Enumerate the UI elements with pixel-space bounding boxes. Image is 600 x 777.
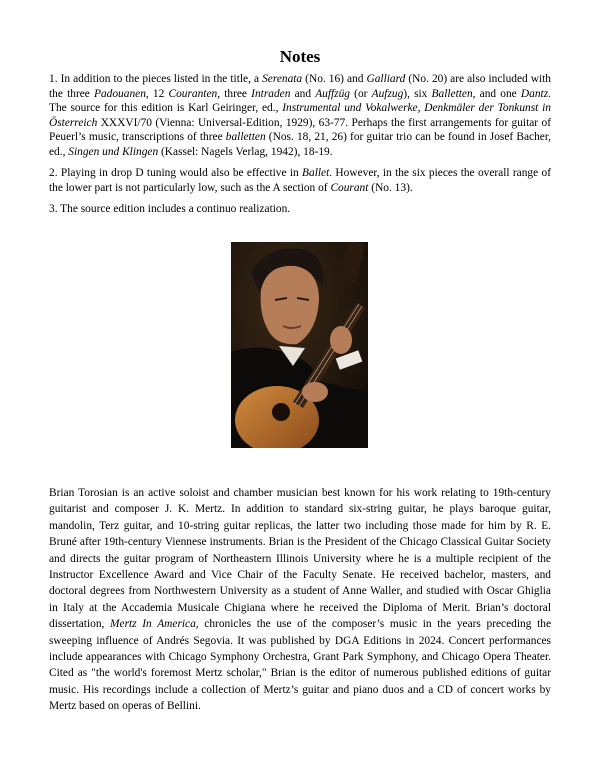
text-run: (or <box>350 87 372 100</box>
page-title: Notes <box>279 47 321 66</box>
italic-text-run: Aufzug <box>371 87 404 100</box>
text-run: (Nos. 18, 21, 26) for guitar trio can be found in Josef Bacher, ed., <box>49 131 552 158</box>
text-run: ), six <box>403 87 432 100</box>
italic-text-run: Singen und Klingen <box>68 145 159 158</box>
text-run: 3. The source edition includes a continuo realization. <box>49 203 291 215</box>
text-run: and one <box>475 87 521 100</box>
text-run: 1. In addition to the pieces listed in the title, a <box>49 73 263 85</box>
text-run: Brian Torosian is an active soloist and chamber musician best known for his work relating to 19th-century guitarist and composer J. K. Mertz. In addition to standard six-string guitar, he plays baroque guitar, mandolin, Terz guitar, and 10-string guitar replicas, the latter two including those made for him by R. E. Bruné after 19th-century Viennese instruments. Brian is the President of the Chicago Classical Guitar Society and directs the guitar program of Northeastern Illinois University where he is a multiple recipient of the Instructor Excellence Award and Vice Chair of the Faculty Senate. He received bachelor, masters, and doctoral degrees from Northwestern University as a student of Anne Waller, and studied with Oscar Ghiglia in Italy at the Accademia Musicale Chigiana where he received the Diploma of Merit. Brian’s doctoral dissertation, <box>49 487 551 631</box>
text-run: (Kassel: Nagels Verlag, 1942), 18-19. <box>158 145 333 158</box>
text-run: (No. 13). <box>368 181 413 194</box>
text-run: 2. Playing in drop D tuning would also be effective in <box>49 167 303 179</box>
italic-text-run: Mertz In America <box>110 618 196 631</box>
italic-text-run: Dantz <box>520 87 549 100</box>
note-2 <box>49 166 551 195</box>
italic-text-run: Intraden <box>251 87 291 100</box>
text-run: , 12 <box>145 87 169 100</box>
text-run: and <box>290 87 316 100</box>
text-run: , chronicles the use of the composer’s music in the years preceding the sweeping influence of Andrés Segovia. It was published by DGA Editions in 2024. Concert performances include appearances with Chicago Symphony Orchestra, Grant Park Symphony, and Chicago Opera Theater. Cited as "the world's foremost Mertz scholar," Brian is the editor of numerous published editions of guitar music. His recordings include a collection of Mertz’s guitar and piano duos and a CD of concert works by Mertz based on operas of Bellini. <box>49 618 551 713</box>
italic-text-run: Couranten, <box>168 87 221 100</box>
italic-text-run: Auffzüg <box>315 87 350 100</box>
guitarist-photo <box>231 242 368 448</box>
italic-text-run: Instrumental und Vokalwerke, Denkmäler der Tonkunst in Österreich <box>49 102 551 129</box>
italic-text-run: Padouanen <box>94 87 146 100</box>
italic-text-run: Courant <box>330 181 369 194</box>
italic-text-run: balletten <box>225 131 266 143</box>
note-1 <box>49 72 551 159</box>
text-run: (No. 20) are also included with the three <box>49 73 551 100</box>
text-run: (No. 16) and <box>302 73 367 85</box>
italic-text-run: Ballet <box>302 167 330 179</box>
text-run: XXXVI/70 (Vienna: Universal-Edition, 1929), 63-77. Perhaps the first arrangements for guitar of Peuerl’s music, transcriptions of three <box>49 116 551 143</box>
guitarist-portrait-icon <box>231 242 368 448</box>
notes-section <box>49 72 551 224</box>
italic-text-run: Galliard <box>366 73 406 85</box>
text-run: . However, in the six pieces the overall range of the lower part is not particularly low, such as the A section of <box>49 167 551 194</box>
note-3 <box>49 202 551 217</box>
biography-paragraph <box>49 485 551 715</box>
text-run: three <box>220 87 252 100</box>
italic-text-run: Balletten, <box>431 87 476 100</box>
text-run: . The source for this edition is Karl Geiringer, ed., <box>49 87 551 114</box>
italic-text-run: Serenata <box>262 73 303 85</box>
